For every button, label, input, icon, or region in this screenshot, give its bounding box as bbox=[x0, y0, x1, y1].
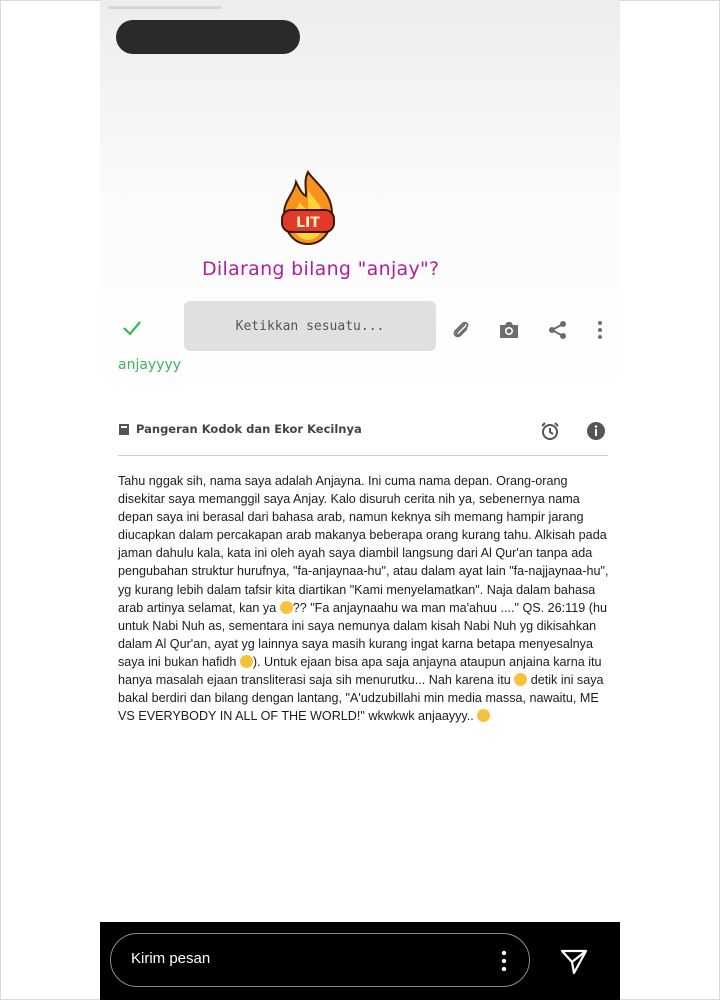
redacted-username bbox=[116, 20, 300, 54]
question-text: Dilarang bilang "anjay"? bbox=[202, 258, 440, 280]
message-input-placeholder: Kirim pesan bbox=[131, 950, 211, 967]
paragraph-part-1: Tahu nggak sih, nama saya adalah Anjayna. Ini cuma nama depan. Orang-orang disekitar saya memanggil saya Anjay. Kalo disuruh cerita nih ya, sebenernya nama depan saya ini berasal dari bahasa arab, namun keknya sih memang hampir jarang diucapkan dalam percakapan arab makanya beberapa orang kurang tahu. Alkisah pada jaman dahulu kala, kata ini oleh ayah saya diambil langsung dari Al Qur'an tanpa ada pengubahan struktur hurufnya, "fa-anjaynaa-hu", atau dalam ayat lain "fa-najjaynaa-hu", yg kurang lebih dalam tafsir kita diartikan "Kami menyelamatkan". Naja dalam bahasa arab artinya selamat, kan ya bbox=[118, 474, 609, 615]
reply-input-placeholder: Ketikkan sesuatu... bbox=[235, 318, 385, 334]
story-paragraph bbox=[118, 472, 614, 725]
more-vert-icon[interactable] bbox=[596, 320, 604, 340]
reply-text: anjayyyy bbox=[118, 357, 182, 373]
book-icon bbox=[118, 423, 130, 436]
story-view bbox=[100, 0, 620, 922]
book-title-row bbox=[118, 422, 362, 436]
share-icon[interactable] bbox=[548, 320, 568, 340]
message-input[interactable] bbox=[110, 933, 530, 987]
grin-emoji-icon bbox=[240, 655, 253, 668]
divider bbox=[118, 455, 608, 456]
paragraph-part-4: detik ini saya bakal berdiri dan bilang dengan lantang, "A'udzubillahi min media massa, nawaitu, ME VS EVERYBODY IN ALL OF THE WORLD!" wkwkwk anjaayyy.. bbox=[118, 673, 604, 724]
lit-fire-sticker bbox=[276, 170, 340, 246]
thinking-emoji-icon bbox=[280, 601, 293, 614]
more-vert-icon[interactable] bbox=[501, 950, 507, 972]
book-title: Pangeran Kodok dan Ekor Kecilnya bbox=[136, 422, 362, 436]
info-icon[interactable] bbox=[586, 421, 606, 441]
paragraph-part-3: ). Untuk ejaan bisa apa saja anjayna ataupun anjaina karna itu hanya masalah ejaan transliterasi saja sih menurutku... Nah karena itu bbox=[118, 654, 602, 688]
lit-label: LIT bbox=[296, 215, 320, 231]
alarm-icon[interactable] bbox=[540, 421, 560, 441]
message-bar bbox=[100, 922, 620, 1000]
story-progress-bar bbox=[108, 6, 222, 9]
camera-icon[interactable] bbox=[498, 320, 520, 340]
check-icon[interactable] bbox=[120, 316, 144, 340]
laughing-emoji-icon bbox=[477, 709, 490, 722]
reply-input[interactable] bbox=[184, 301, 436, 351]
paperclip-icon[interactable] bbox=[450, 318, 472, 342]
paragraph-part-2: ?? "Fa anjaynaahu wa man ma'ahuu ...." QS. 26:119 (hu untuk Nabi Nuh as, sementara ini saya nemunya dalam kisah Nabi Nuh yg dikisahkan dalam Al Qur'an, ayat yg lainnya saya masih kurang ingat karna betapa menyesalnya saya ini bukan hafidh bbox=[118, 600, 607, 669]
send-icon[interactable] bbox=[560, 949, 588, 975]
thinking-emoji-icon bbox=[514, 673, 527, 686]
